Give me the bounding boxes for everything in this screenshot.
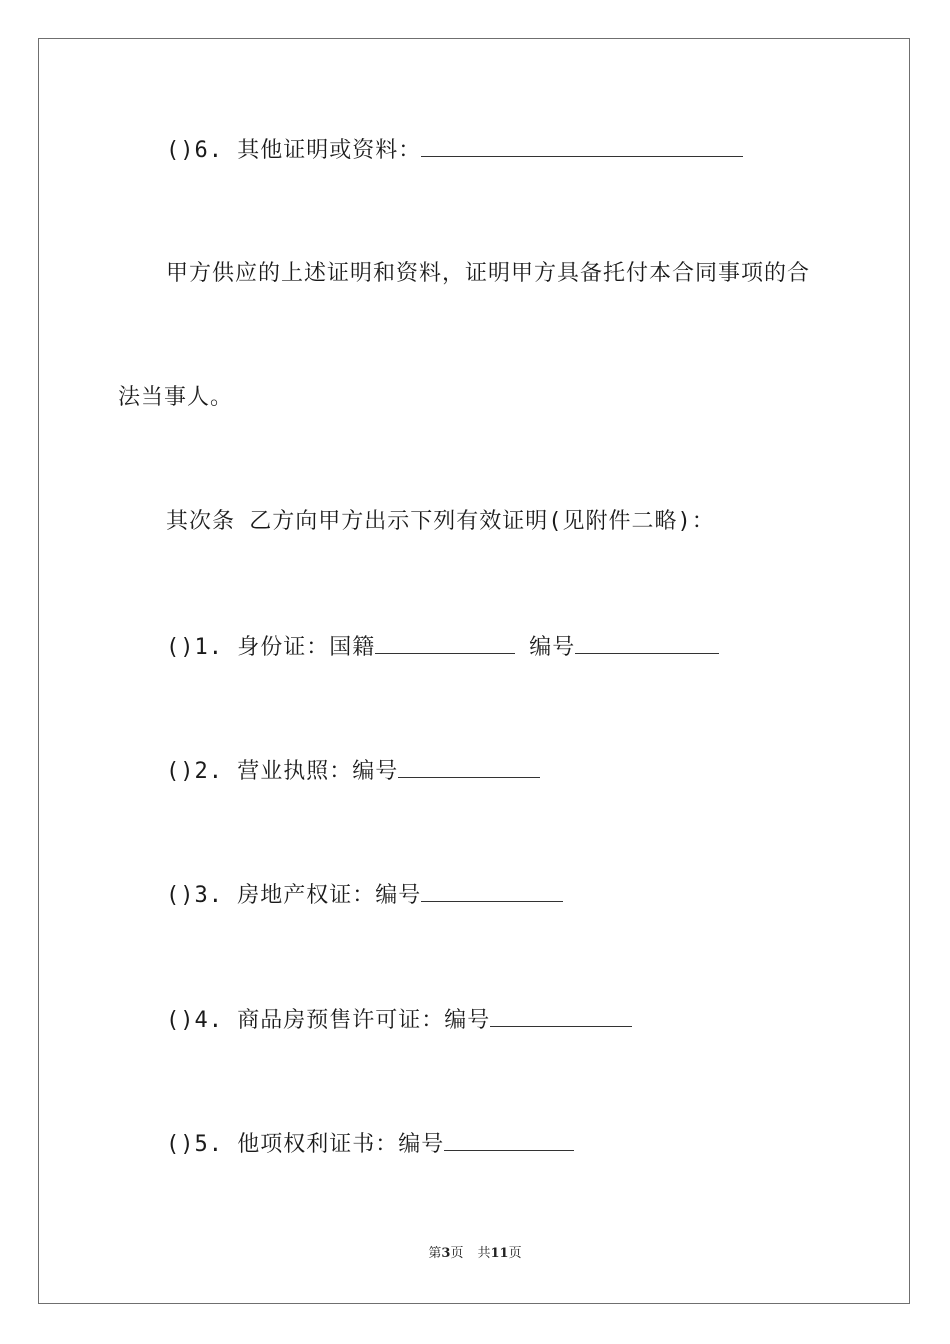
item-5-text: ()5. 他项权利证书：编号 [166, 1132, 445, 1157]
item-3-text: ()3. 房地产权证：编号 [166, 883, 422, 908]
item-4-text: ()4. 商品房预售许可证：编号 [166, 1008, 491, 1033]
footer-total-prefix: 共 [477, 1246, 491, 1261]
item-4-blank [490, 1006, 632, 1027]
item-5-line [166, 1130, 574, 1159]
paragraph-line-2 [118, 384, 233, 412]
footer-page-suffix: 页 [450, 1246, 464, 1261]
item-1-number-blank [575, 633, 719, 654]
footer-total-suffix: 页 [508, 1246, 522, 1261]
item-2-line [166, 757, 540, 786]
footer-page-total: 11 [490, 1246, 509, 1261]
paragraph-line-1 [166, 260, 810, 288]
item-3-blank [421, 881, 563, 902]
item-5-blank [444, 1130, 574, 1151]
page-frame [38, 38, 910, 1304]
item-2-blank [398, 757, 540, 778]
item-2-text: ()2. 营业执照：编号 [166, 759, 399, 784]
clause-2-heading [166, 508, 715, 536]
footer-page-current: 3 [441, 1246, 451, 1261]
item-1-number-label: 编号 [529, 635, 576, 660]
item-6-text: ()6. 其他证明或资料： [166, 138, 422, 163]
paragraph-text-1: 甲方供应的上述证明和资料，证明甲方具备托付本合同事项的合 [166, 261, 811, 286]
item-6-line [166, 136, 743, 165]
paragraph-text-2: 法当事人。 [118, 385, 234, 410]
item-1-text: ()1. 身份证：国籍 [166, 635, 376, 660]
item-1-line [166, 633, 719, 662]
footer-page-prefix: 第 [428, 1246, 442, 1261]
clause-2-text: 其次条 乙方向甲方出示下列有效证明(见附件二略)： [166, 509, 715, 534]
item-1-nationality-blank [375, 633, 515, 654]
item-6-blank [421, 136, 743, 157]
item-4-line [166, 1006, 632, 1035]
page-footer [0, 1245, 950, 1263]
item-3-line [166, 881, 563, 910]
